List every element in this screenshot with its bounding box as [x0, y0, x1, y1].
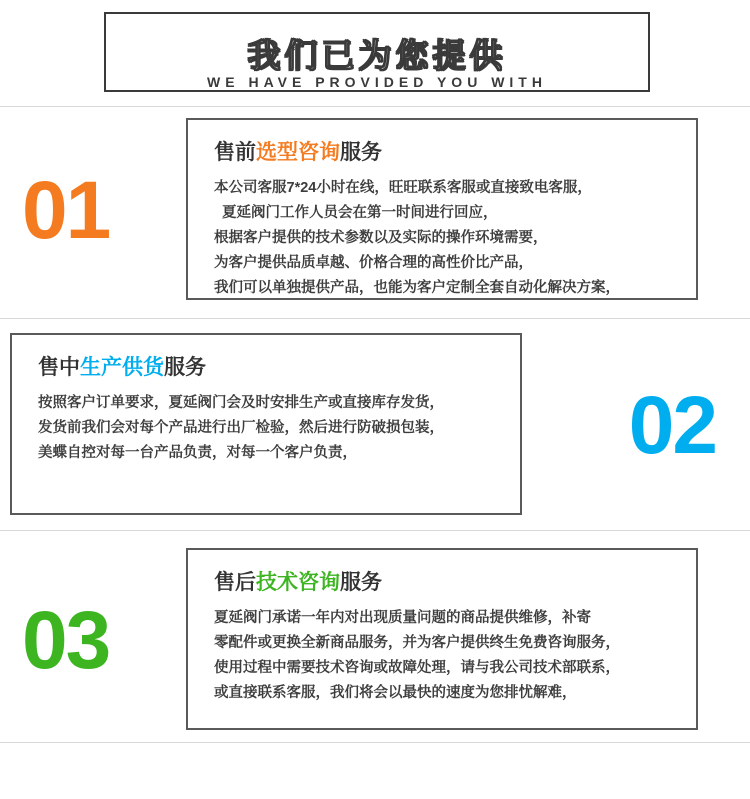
card-line: 或直接联系客服，我们将会以最快的速度为您排忧解难，	[214, 685, 577, 701]
card-line: 美蝶自控对每一台产品负责，对每一个客户负责，	[38, 445, 357, 461]
block-number-3: 03	[22, 595, 110, 686]
service-card-3	[186, 548, 698, 730]
card-line: 我们可以单独提供产品，也能为客户定制全套自动化解决方案，	[214, 280, 620, 296]
card-title-highlight-3: 技术咨询	[256, 571, 340, 594]
page-subtitle: WE HAVE PROVIDED YOU WITH	[207, 74, 547, 90]
card-title-suffix-1: 服务	[340, 141, 382, 164]
block-number-1: 01	[22, 165, 110, 256]
card-body-2	[38, 391, 502, 466]
card-title-prefix-3: 售后	[214, 571, 256, 594]
card-title-highlight-1: 选型咨询	[256, 141, 340, 164]
header-frame	[104, 12, 650, 92]
page-header	[0, 0, 750, 104]
card-title-prefix-1: 售前	[214, 141, 256, 164]
card-body-1	[214, 176, 678, 301]
card-line: 本公司客服7*24小时在线，旺旺联系客服或直接致电客服，	[214, 180, 592, 196]
card-line: 使用过程中需要技术咨询或故障处理，请与我公司技术部联系，	[214, 660, 620, 676]
block-number-2: 02	[628, 380, 716, 471]
divider-3	[0, 530, 750, 531]
service-card-2	[10, 333, 522, 515]
card-title-suffix-2: 服务	[164, 356, 206, 379]
card-title-highlight-2: 生产供货	[80, 356, 164, 379]
card-title-1	[214, 136, 678, 166]
card-title-2	[38, 351, 502, 381]
service-card-1	[186, 118, 698, 300]
divider-4	[0, 742, 750, 743]
card-line: 发货前我们会对每个产品进行出厂检验，然后进行防破损包装，	[38, 420, 444, 436]
card-line: 按照客户订单要求，夏延阀门会及时安排生产或直接库存发货，	[38, 395, 444, 411]
service-block-2	[0, 319, 750, 534]
card-title-3	[214, 566, 678, 596]
card-line: 零配件或更换全新商品服务，并为客户提供终生免费咨询服务，	[214, 635, 620, 651]
page-title: 我们已为您提供	[247, 37, 507, 74]
card-line: 夏延阀门工作人员会在第一时间进行回应，	[222, 205, 498, 221]
card-line: 夏延阀门承诺一年内对出现质量问题的商品提供维修，补寄	[214, 610, 591, 626]
card-title-prefix-2: 售中	[38, 356, 80, 379]
service-block-3	[0, 534, 750, 749]
card-body-3	[214, 606, 678, 706]
card-title-suffix-3: 服务	[340, 571, 382, 594]
service-block-1	[0, 104, 750, 319]
card-line: 根据客户提供的技术参数以及实际的操作环境需要，	[214, 230, 548, 246]
card-line: 为客户提供品质卓越、价格合理的高性价比产品，	[214, 255, 533, 271]
